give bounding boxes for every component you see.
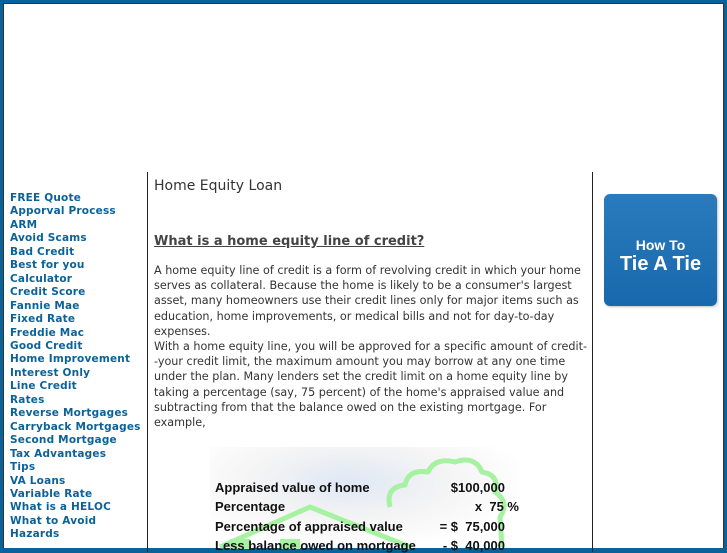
- main-content: [154, 176, 590, 430]
- example-value: - $ 40,000: [442, 538, 505, 553]
- paragraph-credit-limit: With a home equity line, you will be approved for a specific amount of credit--your credit limit, the maximum amount you may borrow at any one time under the plan. Many lenders set the credit limit on a home equity line by taking a percentage (say, 75 percent) of the home's appraised value and subtracting from that the balance owed on the existing mortgage. For example,: [154, 340, 588, 430]
- ad-line-2: Tie A Tie: [619, 253, 702, 275]
- example-label: Less balance owed on mortgage: [215, 538, 416, 553]
- sidebar-link-freddie-mac[interactable]: Freddie Mac: [10, 326, 85, 339]
- sidebar-link-bad-credit[interactable]: Bad Credit: [10, 245, 75, 258]
- sidebar-link-tax-advantages[interactable]: Tax Advantages: [10, 447, 107, 460]
- sidebar-link-free-quote[interactable]: FREE Quote: [10, 192, 82, 204]
- content-divider-right: [592, 172, 593, 552]
- sidebar-link-credit-score[interactable]: Credit Score: [10, 286, 86, 299]
- sidebar-link-avoid-scams[interactable]: Avoid Scams: [10, 232, 87, 245]
- example-value: = $ 75,000: [439, 519, 505, 534]
- sidebar-link-variable-rate[interactable]: Variable Rate: [10, 487, 93, 500]
- example-label: Percentage: [215, 499, 286, 514]
- example-value: x 75 %: [474, 499, 519, 514]
- sidebar-link-tips[interactable]: Tips: [10, 461, 36, 474]
- sidebar-link-hazards[interactable]: Hazards: [10, 528, 60, 541]
- sidebar-link-va-loans[interactable]: VA Loans: [10, 474, 66, 487]
- example-value: $100,000: [450, 480, 505, 495]
- sidebar-link-calculator[interactable]: Calculator: [10, 272, 73, 285]
- sidebar-link-fannie-mae[interactable]: Fannie Mae: [10, 299, 80, 312]
- content-divider-left: [147, 172, 148, 552]
- ad-line-1: How To: [635, 237, 686, 253]
- sidebar-link-what-is-heloc[interactable]: What is a HELOC: [10, 501, 111, 514]
- section-heading: What is a home equity line of credit?: [154, 234, 425, 249]
- sidebar-link-home-improvement[interactable]: Home Improvement: [10, 353, 131, 366]
- sidebar-link-carryback-mortgages[interactable]: Carryback Mortgages: [10, 420, 141, 433]
- sidebar-link-line-credit[interactable]: Line Credit: [10, 380, 77, 393]
- example-label: Percentage of appraised value: [215, 519, 403, 534]
- sidebar-link-arm[interactable]: ARM: [10, 218, 38, 231]
- sidebar-link-second-mortgage[interactable]: Second Mortgage: [10, 434, 117, 447]
- sidebar-nav: [10, 192, 145, 542]
- sidebar-link-good-credit[interactable]: Good Credit: [10, 339, 83, 352]
- example-label: Appraised value of home: [215, 480, 370, 495]
- page-title: Home Equity Loan: [154, 178, 283, 194]
- sidebar-link-fixed-rate[interactable]: Fixed Rate: [10, 313, 76, 326]
- how-to-tie-a-tie-ad[interactable]: [604, 194, 717, 306]
- sidebar-link-rates[interactable]: Rates: [10, 393, 45, 406]
- loan-example-image: [210, 447, 520, 553]
- paragraph-intro: A home equity line of credit is a form of revolving credit in which your home serves as collateral. Because the home is likely to be a consumer's largest asset, many homeowners use their credit lines only for major items such as education, home improvements, or medical bills and not for day-to-day expenses.: [154, 264, 581, 338]
- sidebar-link-reverse-mortgages[interactable]: Reverse Mortgages: [10, 407, 129, 420]
- sidebar-link-approval-process[interactable]: Apporval Process: [10, 205, 116, 218]
- sidebar-link-interest-only[interactable]: Interest Only: [10, 366, 91, 379]
- sidebar-link-what-to-avoid[interactable]: What to Avoid: [10, 514, 97, 527]
- sidebar-link-best-for-you[interactable]: Best for you: [10, 259, 85, 272]
